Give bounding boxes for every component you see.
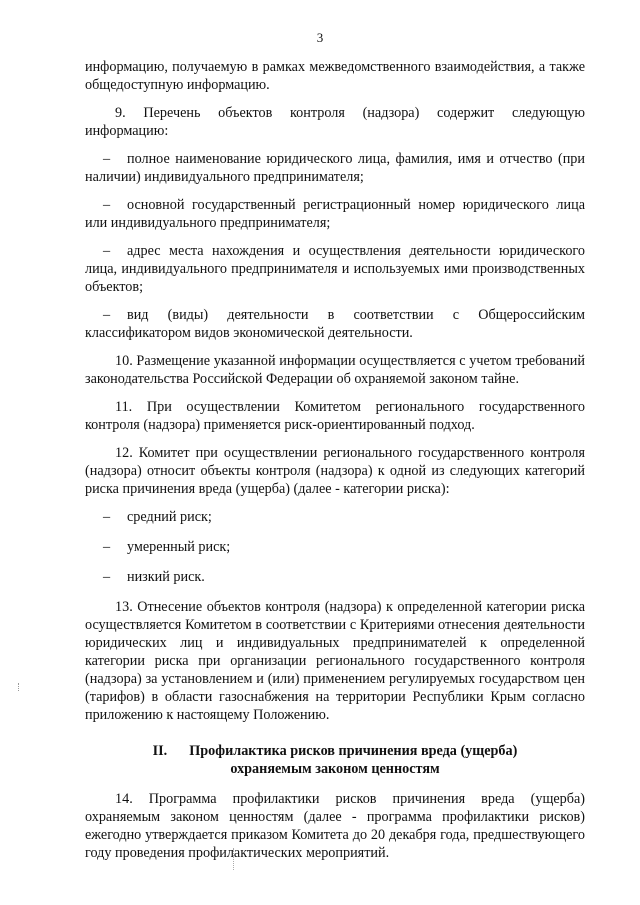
dash-bullet: – (103, 243, 111, 259)
paragraph-continuation: информацию, получаемую в рамках межведомственного взаимодействия, а также общедоступную информацию. (85, 59, 585, 93)
list-item-text: основной государственный регистрационный номер юридического лица или индивидуального предпринимателя; (85, 197, 585, 231)
dash-bullet: – (103, 509, 111, 525)
list-item-text: средний риск; (127, 509, 212, 525)
list-item-text: умеренный риск; (127, 539, 231, 555)
list-item-activity (85, 306, 585, 342)
paragraph-9: 9. Перечень объектов контроля (надзора) содержит следующую информацию: (85, 105, 585, 139)
risk-category-low (85, 568, 585, 586)
paragraph-10: 10. Размещение указанной информации осуществляется с учетом требований законодательства Российской Федерации об охраняемой законом тайне. (85, 353, 585, 387)
list-item-text: адрес места нахождения и осуществления деятельности юридического лица, индивидуального предпринимателя и используемых ими производственных объектов; (85, 243, 585, 295)
list-item-text: низкий риск. (127, 569, 205, 585)
page-number: 3 (316, 30, 324, 45)
risk-category-moderate (85, 538, 585, 556)
dash-bullet: – (103, 151, 111, 167)
paragraph-11: 11. При осуществлении Комитетом регионального государственного контроля (надзора) применяется риск-ориентированный подход. (85, 399, 585, 433)
list-item-text: полное наименование юридического лица, фамилия, имя и отчество (при наличии) индивидуального предпринимателя; (85, 151, 585, 185)
section-heading (85, 742, 585, 778)
list-item-address (85, 242, 585, 296)
section-number: II. (152, 743, 168, 759)
paragraph-13: 13. Отнесение объектов контроля (надзора) к определенной категории риска осуществляется Комитетом в соответствии с Критериями отнесения деятельности юридических лиц и индивидуальных предпринимателей к определенной категории риска при организации регионального государственного контроля (надзора) за установлением и (или) применением регулируемых государством цен (тарифов) в области газоснабжения на территории Республики Крым согласно приложению к настоящему Положению. (85, 599, 585, 723)
dash-bullet: – (103, 569, 111, 585)
section-title-line2: охраняемым законом ценностям (230, 761, 440, 777)
list-item-text: вид (виды) деятельности в соответствии с Общероссийским классификатором видов экономической деятельности. (85, 307, 585, 341)
dash-bullet: – (103, 307, 111, 323)
list-item-ogrn (85, 196, 585, 232)
section-title-line1: Профилактика рисков причинения вреда (ущерба) (189, 743, 518, 759)
risk-category-medium (85, 508, 585, 526)
paragraph-12: 12. Комитет при осуществлении регионального государственного контроля (надзора) относит объекты контроля (надзора) к одной из следующих категорий риска причинения вреда (ущерба) (далее - категории риска): (85, 445, 585, 497)
document-body (85, 58, 585, 872)
scan-artifact-mark (233, 848, 236, 870)
list-item-name (85, 150, 585, 186)
dash-bullet: – (103, 539, 111, 555)
scan-artifact-mark (18, 683, 21, 691)
paragraph-14: 14. Программа профилактики рисков причинения вреда (ущерба) охраняемым законом ценностям (далее - программа профилактики рисков) ежегодно утверждается приказом Комитета до 20 декабря года, предшествующего году проведения профилактических мероприятий. (85, 791, 585, 861)
dash-bullet: – (103, 197, 111, 213)
section-heading-line1 (85, 742, 585, 760)
